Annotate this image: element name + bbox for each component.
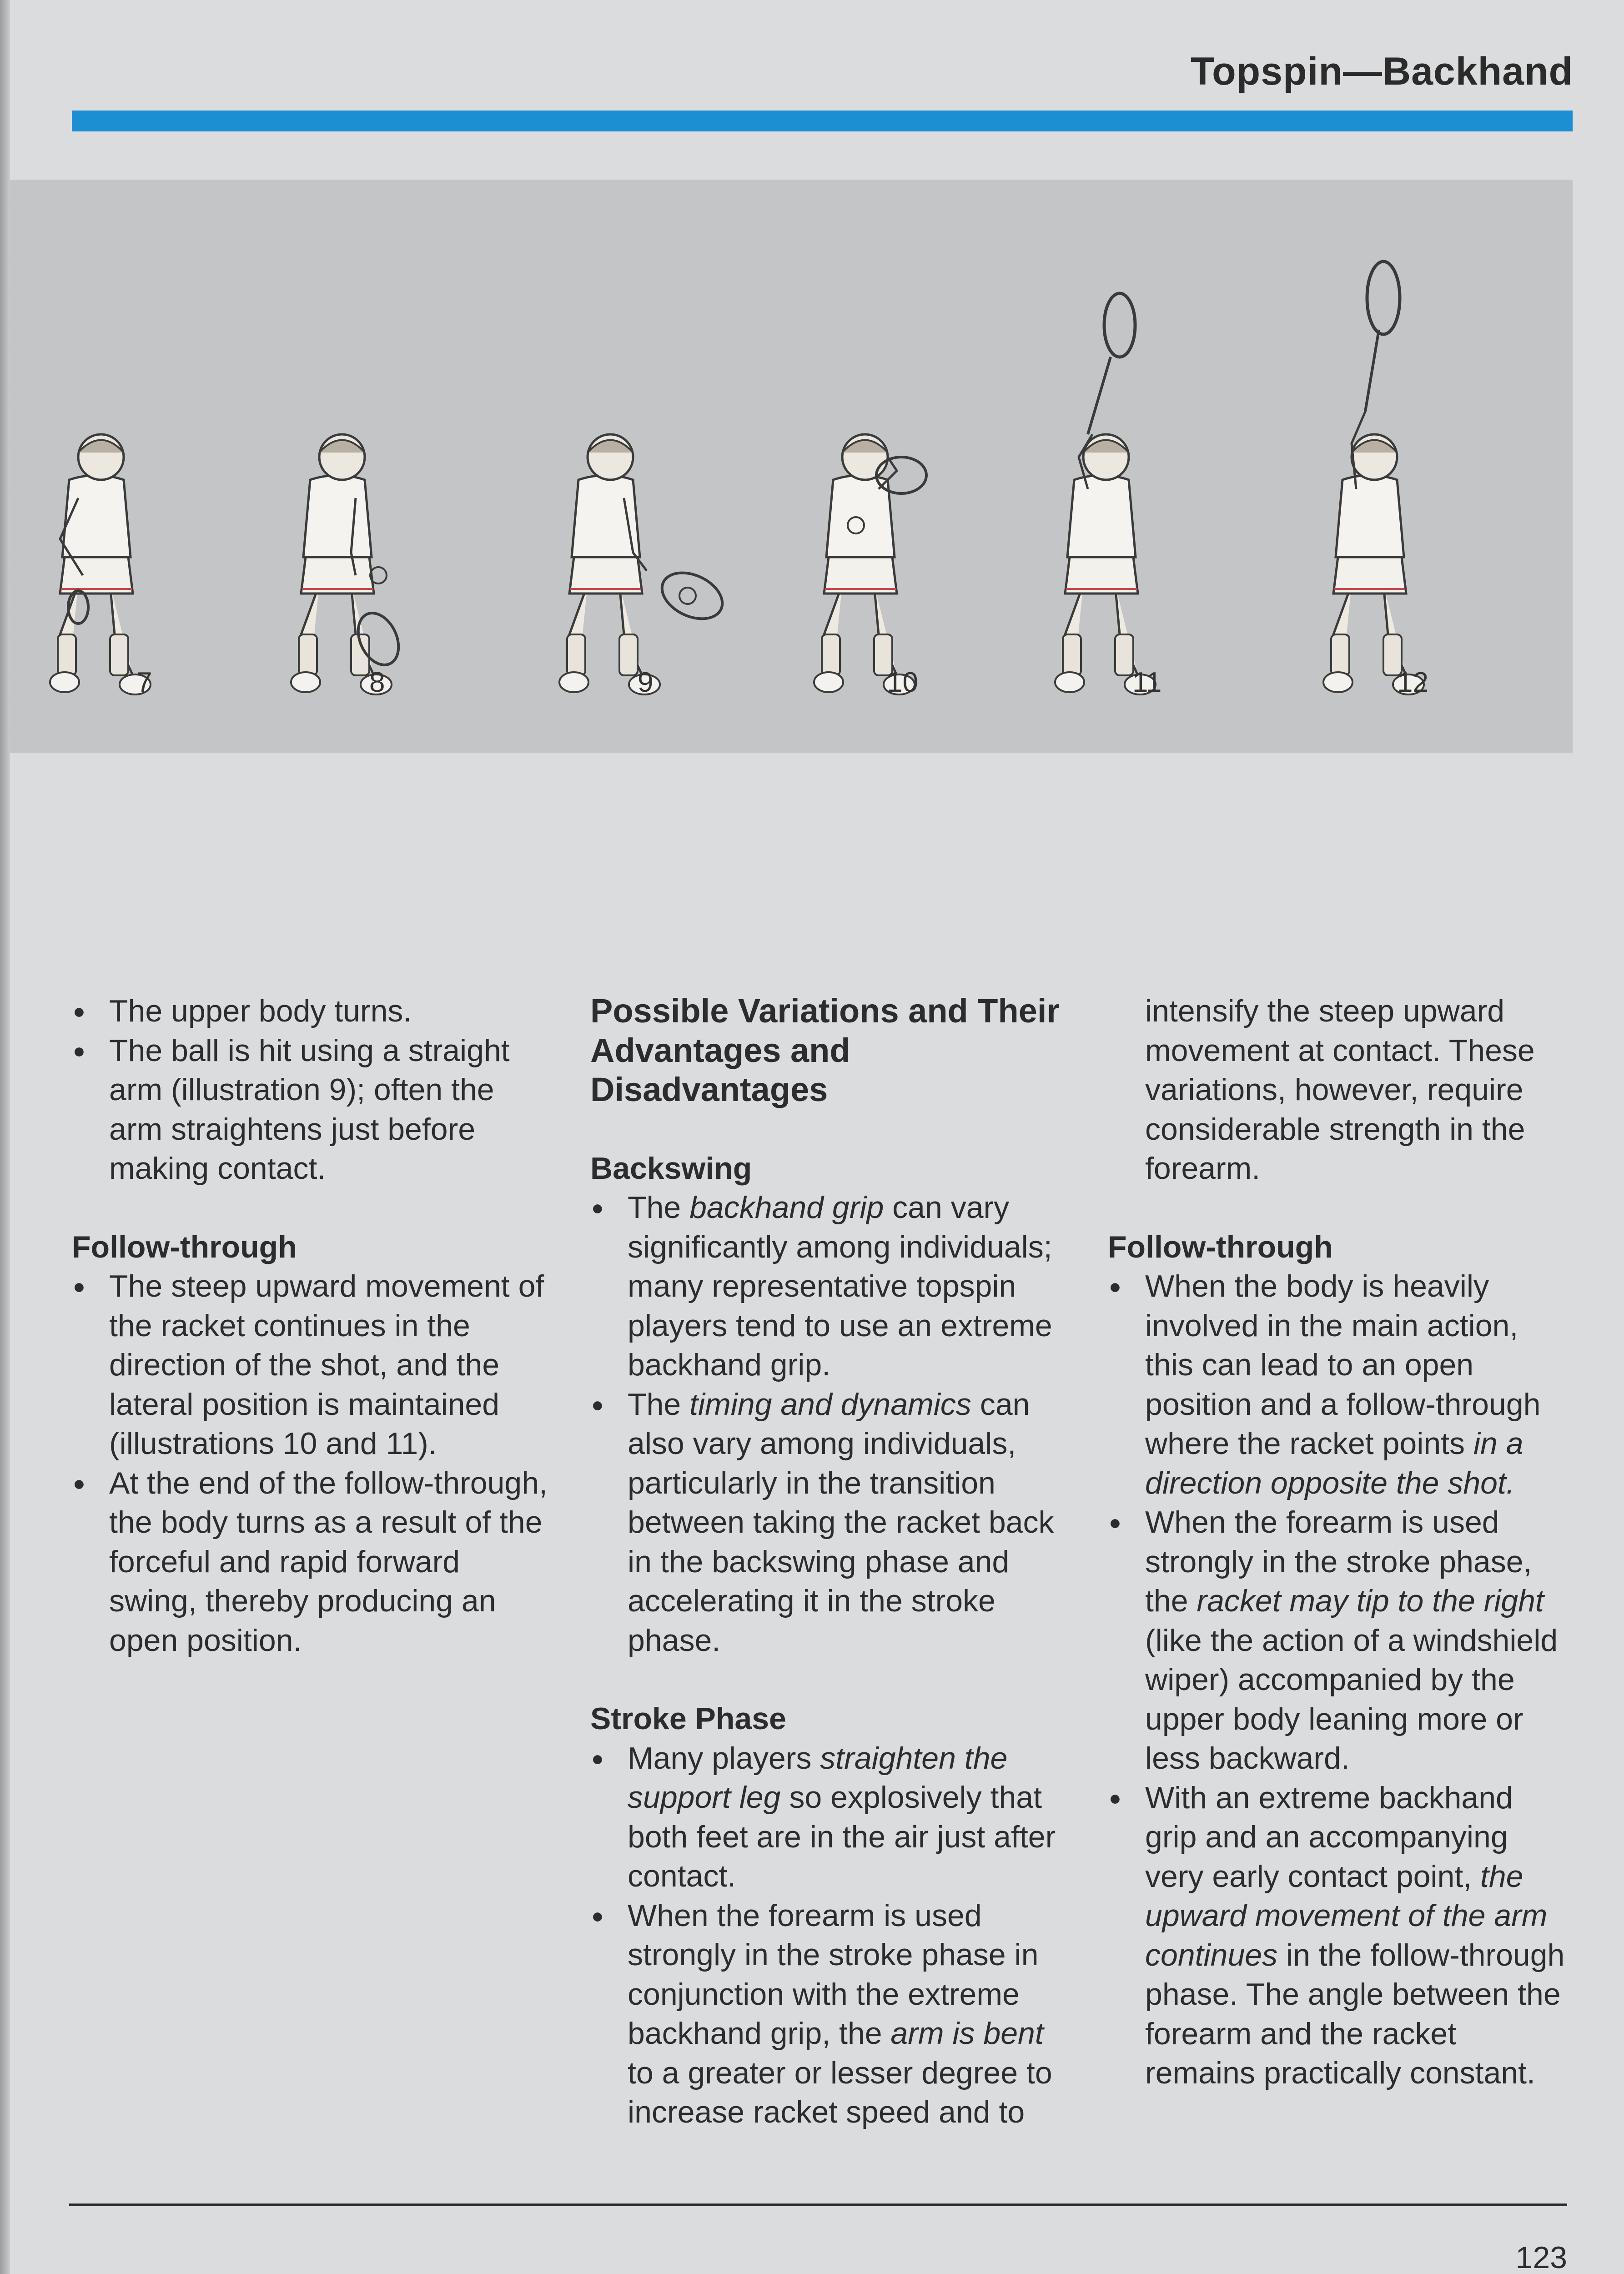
text-run: With an extreme backhand grip and an accompanying very early contact point, [1145,1780,1513,1894]
book-spine-edge [0,0,10,2274]
continuation-paragraph: intensify the steep upward movement at contact. These variations, however, require considerable strength in the forearm. [1145,994,1535,1186]
text-column-1 [72,991,554,1660]
italic-text-run: timing and dynamics [689,1387,971,1422]
text-run: can also vary among individuals, particularly in the transition between taking the racket back in the backswing phase and accelerating it in the stroke phase. [628,1387,1054,1658]
text-run: can vary significantly among individuals; many representative topspin players tend to use an extreme backhand grip. [628,1190,1052,1382]
title-rule [72,111,1573,131]
figure-number: 9 [638,667,654,698]
text-run: to a greater or lesser degree to increase racket speed and to [628,2055,1052,2129]
list-item [590,1385,1063,1660]
text-run: Many players [628,1741,820,1776]
page-number: 123 [1515,2240,1567,2274]
text-run: When the forearm is used strongly in the stroke phase in conjunction with the extreme backhand grip, the [628,1898,1039,2051]
section-heading: Follow-through [1108,1229,1333,1264]
list-item [590,1739,1063,1896]
variations-heading: Possible Variations and Their Advantages and Disadvantages [590,992,1060,1108]
figure-number: 8 [369,667,385,698]
footer-rule [69,2204,1567,2206]
list-item: ● The ball is hit using a straight arm (illustration 9); often the arm straightens just before making contact. [72,1031,554,1188]
figure-number: 10 [887,667,918,698]
bullet-list [72,1267,554,1660]
text-run: (like the action of a windshield wiper) accompanied by the upper body leaning more or less backward. [1145,1623,1558,1776]
text-run: in the follow-through phase. The angle between the forearm and the racket remains practically constant. [1145,1937,1565,2090]
text-column-3 [1108,991,1567,2093]
section-heading: Backswing [590,1151,752,1186]
list-item: ● The upper body turns. [72,991,554,1031]
section-heading: Stroke Phase [590,1701,786,1736]
list-item: ● The steep upward movement of the racket continues in the direction of the shot, and the lateral position is maintained (illustrations 10 and 11). [72,1267,554,1464]
bullet-list [72,991,554,1188]
italic-text-run: the upward movement of the arm continues [1145,1859,1548,1972]
page-title: Topspin—Backhand [1190,50,1573,93]
text-run: The [628,1190,690,1225]
text-run: so explosively that both feet are in the air just after contact. [628,1780,1056,1893]
italic-text-run: arm is bent [890,2016,1044,2051]
list-item [590,1896,1063,2132]
figure-number: 11 [1132,667,1162,698]
figure-number: 7 [136,667,152,698]
section-heading: Follow-through [72,1229,297,1264]
list-item [1108,1267,1567,1503]
tennis-player-figures [10,180,1573,753]
list-item [1108,1778,1567,2093]
list-item [590,1188,1063,1385]
text-run: When the forearm is used strongly in the stroke phase, the [1145,1505,1532,1618]
text-run: The [628,1387,690,1422]
bullet-list [590,1739,1063,2132]
italic-text-run: backhand grip [689,1190,884,1225]
stroke-sequence-illustration [10,180,1573,753]
bullet-list [590,1188,1063,1660]
italic-text-run: straighten the support leg [628,1741,1008,1815]
text-run: When the body is heavily involved in the main action, this can lead to an open position and a follow-through where the racket points [1145,1269,1541,1461]
bullet-list [1108,1267,1567,2093]
list-item [1108,1503,1567,1778]
list-item: ● At the end of the follow-through, the body turns as a result of the forceful and rapid forward swing, thereby producing an open position. [72,1464,554,1660]
figure-number: 12 [1397,667,1428,698]
italic-text-run: in a direction opposite the shot. [1145,1426,1523,1500]
text-column-2 [590,991,1063,2132]
italic-text-run: racket may tip to the right [1197,1584,1544,1618]
